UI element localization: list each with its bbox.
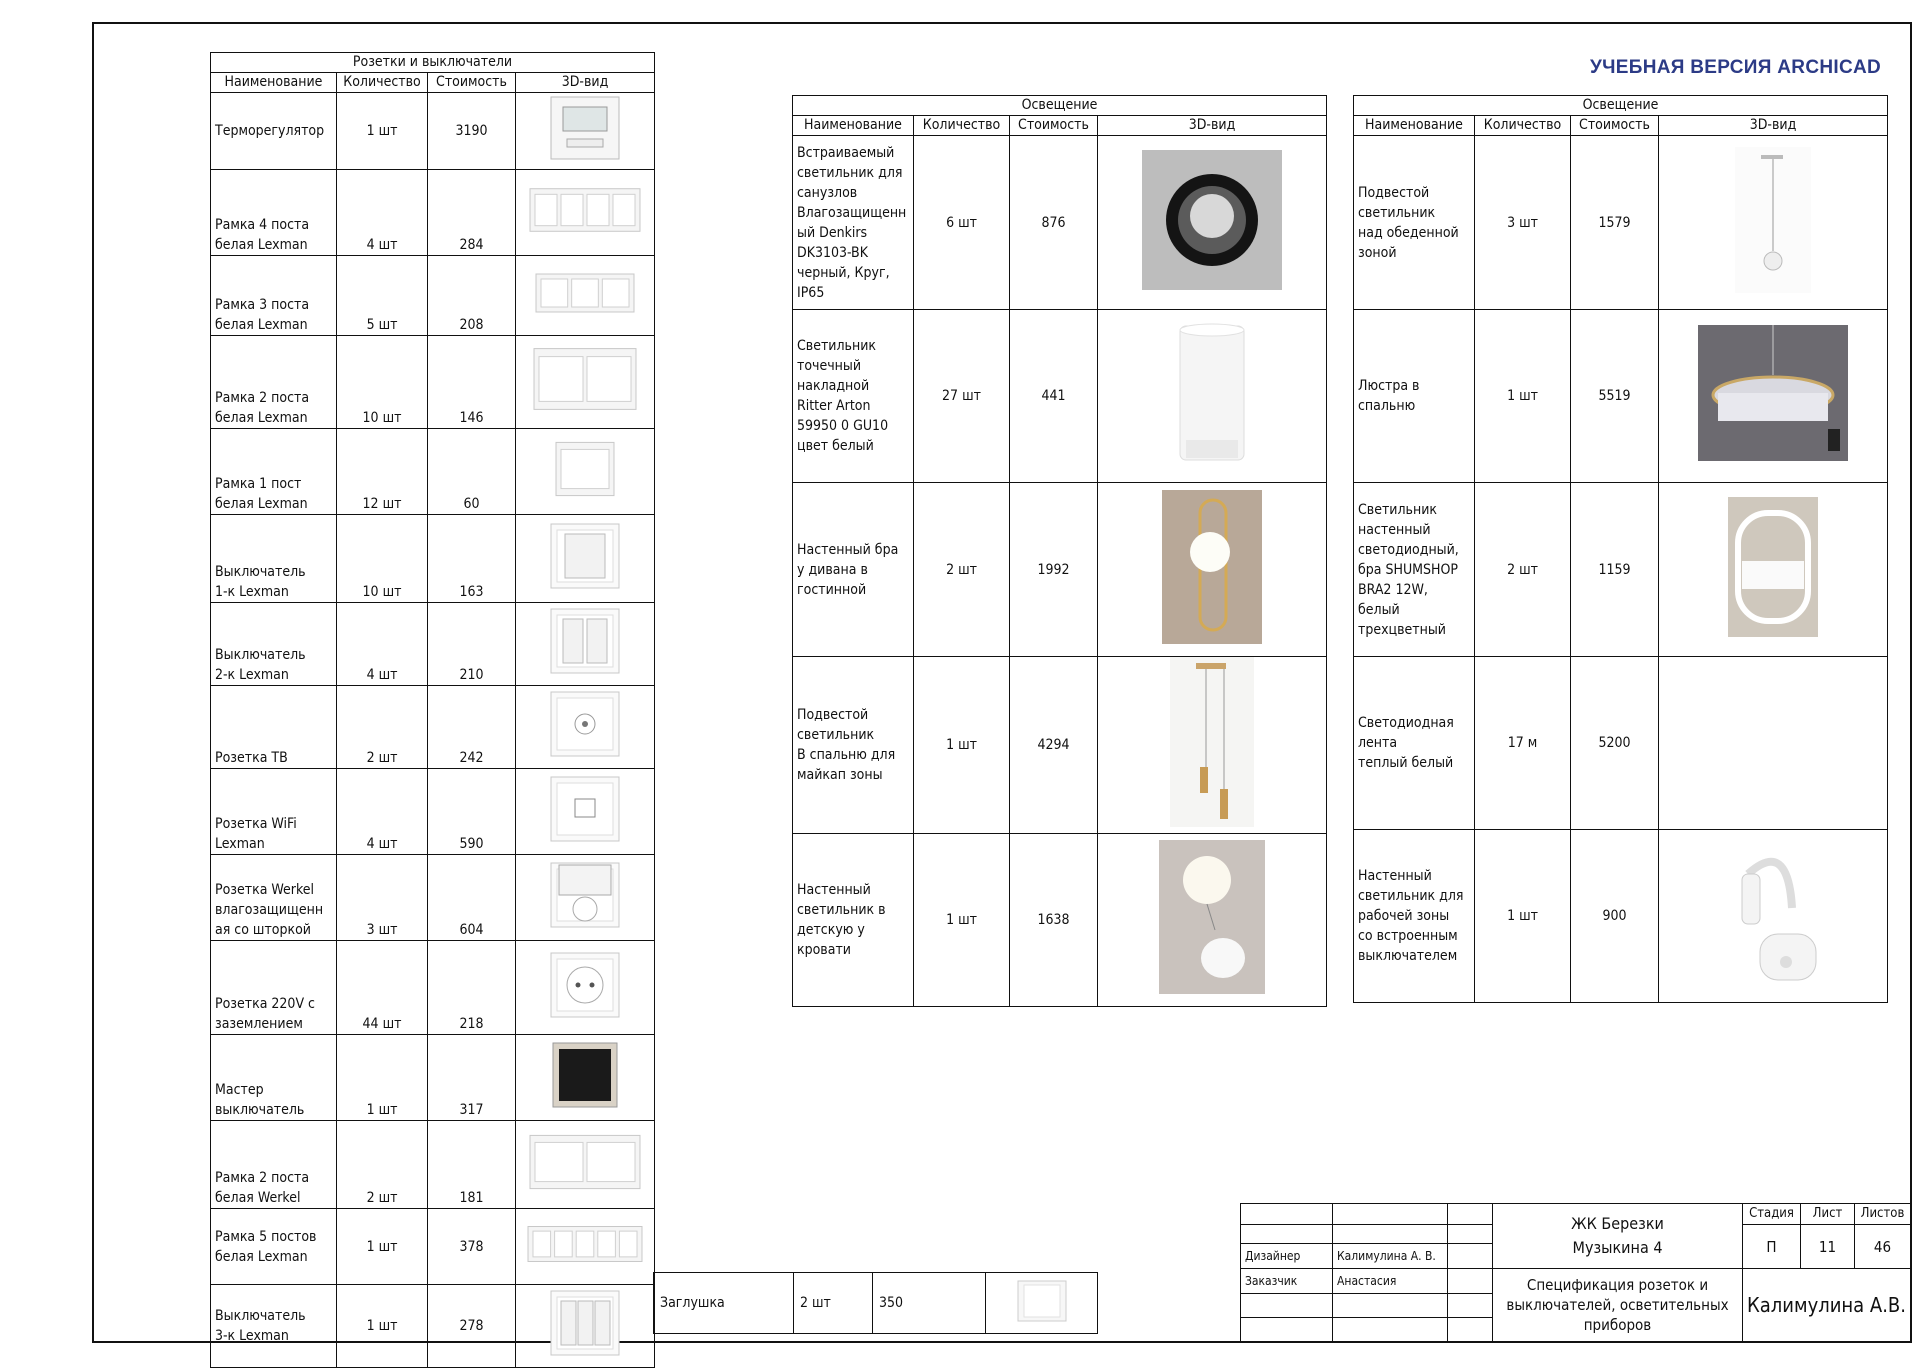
project-cell [1493, 1204, 1743, 1269]
table-row [211, 170, 655, 256]
table-row [211, 769, 655, 855]
item-cost: 208 [428, 256, 516, 336]
item-name: Мастер выключатель [211, 1035, 337, 1121]
item-name: Светодиодная лента теплый белый [1354, 657, 1475, 830]
item-qty: 27 шт [914, 310, 1010, 483]
item-3d-view [516, 1035, 655, 1121]
item-name: Рамка 2 поста белая Lexman [211, 336, 337, 429]
socket-220v-icon [520, 947, 650, 1029]
designer-name: Калимулина А. В. [1333, 1244, 1448, 1269]
table-row [211, 336, 655, 429]
wifi-socket-icon [520, 771, 650, 853]
item-qty: 1 шт [1475, 310, 1571, 483]
table-caption: Освещение [793, 96, 1327, 116]
chandelier-icon [1663, 325, 1883, 467]
item-3d-view [1098, 657, 1327, 834]
item-cost: 60 [428, 429, 516, 515]
table-row [211, 603, 655, 686]
plug-cover-icon [1012, 1313, 1072, 1329]
item-qty: 12 шт [337, 429, 428, 515]
tv-socket-icon [520, 686, 650, 768]
sheets-label: Листов [1855, 1204, 1911, 1225]
plug-cost: 350 [873, 1273, 986, 1334]
table-row [211, 1035, 655, 1121]
item-cost: 4294 [1010, 657, 1098, 834]
item-3d-view [1659, 136, 1888, 310]
table-row [793, 136, 1327, 310]
item-qty: 1 шт [1475, 830, 1571, 1003]
item-qty: 2 шт [914, 483, 1010, 657]
item-cost: 604 [428, 855, 516, 941]
item-qty: 44 шт [337, 941, 428, 1035]
item-name: Рамка 3 поста белая Lexman [211, 256, 337, 336]
table-row [1354, 136, 1888, 310]
item-cost: 590 [428, 769, 516, 855]
table-row [1354, 657, 1888, 830]
item-qty: 4 шт [337, 769, 428, 855]
header-name: Наименование [1354, 116, 1475, 136]
item-qty: 1 шт [914, 657, 1010, 834]
item-3d-view [516, 769, 655, 855]
item-cost: 163 [428, 515, 516, 603]
sheet-value: 11 [1801, 1225, 1855, 1269]
header-qty: Количество [1475, 116, 1571, 136]
table-row [1354, 830, 1888, 1003]
item-name: Розетка WiFi Lexman [211, 769, 337, 855]
item-cost: 242 [428, 686, 516, 769]
frame-2-icon [520, 339, 650, 425]
item-name: Выключатель 3-к Lexman [211, 1285, 337, 1368]
title-block [1240, 1203, 1910, 1341]
switch-1-icon [520, 518, 650, 600]
item-qty: 2 шт [337, 686, 428, 769]
item-qty: 1 шт [337, 1285, 428, 1368]
item-3d-view [516, 855, 655, 941]
item-qty: 2 шт [1475, 483, 1571, 657]
wall-sconce-icon [1102, 490, 1322, 650]
item-cost: 1159 [1571, 483, 1659, 657]
item-cost: 146 [428, 336, 516, 429]
item-name: Светильник настенный светодиодный, бра SHUMSHOP BRA2 12W, белый трехцветный [1354, 483, 1475, 657]
table-row [654, 1273, 1098, 1334]
sockets-table [210, 52, 655, 1368]
item-name: Светильник точечный накладной Ritter Arton 59950 0 GU10 цвет белый [793, 310, 914, 483]
table-row [211, 686, 655, 769]
item-cost: 3190 [428, 93, 516, 170]
table-row [211, 855, 655, 941]
plug-row-table [653, 1272, 1098, 1334]
item-qty: 3 шт [1475, 136, 1571, 310]
item-cost: 210 [428, 603, 516, 686]
frame-5-icon [520, 1221, 650, 1273]
item-qty: 10 шт [337, 336, 428, 429]
pendant-light-icon [1102, 657, 1322, 833]
item-cost: 278 [428, 1285, 516, 1368]
switch-2-icon [520, 603, 650, 685]
item-cost: 317 [428, 1035, 516, 1121]
switch-3-icon [520, 1285, 650, 1367]
table-row [211, 429, 655, 515]
waterproof-socket-icon [520, 857, 650, 939]
item-cost: 5519 [1571, 310, 1659, 483]
header-cost: Стоимость [1571, 116, 1659, 136]
frame-1-icon [520, 434, 650, 510]
table-row [211, 1121, 655, 1209]
thermostat-icon [520, 93, 650, 169]
item-cost: 284 [428, 170, 516, 256]
item-name: Люстра в спальню [1354, 310, 1475, 483]
designer-label: Дизайнер [1241, 1244, 1333, 1269]
item-qty: 4 шт [337, 603, 428, 686]
item-name: Настенный светильник в детскую у кровати [793, 834, 914, 1007]
item-qty: 2 шт [337, 1121, 428, 1209]
recessed-light-icon [1102, 150, 1322, 296]
item-qty: 6 шт [914, 136, 1010, 310]
reading-lamp-icon [1663, 838, 1883, 994]
item-name: Рамка 4 поста белая Lexman [211, 170, 337, 256]
spot-light-icon [1102, 318, 1322, 474]
item-qty: 3 шт [337, 855, 428, 941]
item-3d-view [516, 515, 655, 603]
item-qty: 1 шт [337, 1035, 428, 1121]
item-3d-view [516, 1121, 655, 1209]
table-row [211, 93, 655, 170]
stage-value: П [1743, 1225, 1801, 1269]
item-cost: 900 [1571, 830, 1659, 1003]
author-name: Калимулина А.В. [1743, 1269, 1911, 1342]
table-row [211, 941, 655, 1035]
item-3d-view [516, 941, 655, 1035]
item-cost: 876 [1010, 136, 1098, 310]
table-row [211, 256, 655, 336]
sheet-label: Лист [1801, 1204, 1855, 1225]
header-cost: Стоимость [1010, 116, 1098, 136]
item-name: Выключатель 2-к Lexman [211, 603, 337, 686]
frame-4-icon [520, 182, 650, 244]
item-3d-view [1659, 830, 1888, 1003]
sheet-description: Спецификация розеток и выключателей, осветительных приборов [1493, 1269, 1743, 1342]
item-cost: 1992 [1010, 483, 1098, 657]
lighting-table-2 [1353, 95, 1888, 1003]
item-name: Рамка 2 поста белая Werkel [211, 1121, 337, 1209]
table-row [211, 1285, 655, 1368]
item-cost: 181 [428, 1121, 516, 1209]
master-switch-icon [520, 1037, 650, 1119]
item-cost: 1638 [1010, 834, 1098, 1007]
customer-name: Анастасия [1333, 1269, 1448, 1294]
table-caption: Розетки и выключатели [211, 53, 655, 73]
table-row [211, 515, 655, 603]
header-view: 3D-вид [1659, 116, 1888, 136]
watermark: УЧЕБНАЯ ВЕРСИЯ ARCHICAD [1590, 57, 1882, 78]
table-row [793, 657, 1327, 834]
item-3d-view [1098, 483, 1327, 657]
item-3d-view [516, 429, 655, 515]
item-cost: 1579 [1571, 136, 1659, 310]
item-cost: 218 [428, 941, 516, 1035]
item-qty: 1 шт [337, 1209, 428, 1285]
item-qty: 1 шт [337, 93, 428, 170]
header-name: Наименование [793, 116, 914, 136]
lighting-table-1 [792, 95, 1327, 1007]
item-3d-view [516, 1209, 655, 1285]
item-name: Розетка ТВ [211, 686, 337, 769]
item-name: Рамка 5 постов белая Lexman [211, 1209, 337, 1285]
frame-2-werkel-icon [520, 1127, 650, 1203]
item-cost: 378 [428, 1209, 516, 1285]
item-qty: 17 м [1475, 657, 1571, 830]
item-qty: 4 шт [337, 170, 428, 256]
stage-label: Стадия [1743, 1204, 1801, 1225]
project-address: Музыкина 4 [1572, 1238, 1663, 1257]
table-row [793, 483, 1327, 657]
item-3d-view [1098, 834, 1327, 1007]
sheets-value: 46 [1855, 1225, 1911, 1269]
item-3d-view [516, 603, 655, 686]
header-view: 3D-вид [1098, 116, 1327, 136]
plug-qty: 2 шт [794, 1273, 873, 1334]
table-row [1354, 310, 1888, 483]
table-caption: Освещение [1354, 96, 1888, 116]
project-name: ЖК Березки [1571, 1214, 1664, 1233]
plug-name: Заглушка [654, 1273, 794, 1334]
item-name: Выключатель 1-к Lexman [211, 515, 337, 603]
item-name: Настенный светильник для рабочей зоны со встроенным выключателем [1354, 830, 1475, 1003]
item-cost: 441 [1010, 310, 1098, 483]
table-row [793, 834, 1327, 1007]
item-name: Встраиваемый светильник для санузлов Влагозащищенн ый Denkirs DK3103-BK черный, Круг, IP65 [793, 136, 914, 310]
dining-pendant-icon [1663, 147, 1883, 299]
item-3d-view [1098, 136, 1327, 310]
item-3d-view [516, 336, 655, 429]
item-qty: 10 шт [337, 515, 428, 603]
header-name: Наименование [211, 73, 337, 93]
item-3d-view [1659, 483, 1888, 657]
item-name: Розетка Werkel влагозащищенн ая со шторкой [211, 855, 337, 941]
item-qty: 5 шт [337, 256, 428, 336]
frame-3-icon [520, 268, 650, 324]
header-qty: Количество [337, 73, 428, 93]
item-3d-view [516, 93, 655, 170]
item-name: Подвестой светильник В спальню для майкап зоны [793, 657, 914, 834]
item-cost: 5200 [1571, 657, 1659, 830]
item-3d-view [1659, 310, 1888, 483]
customer-label: Заказчик [1241, 1269, 1333, 1294]
item-qty: 1 шт [914, 834, 1010, 1007]
header-view: 3D-вид [516, 73, 655, 93]
item-3d-view [516, 256, 655, 336]
item-3d-view [516, 686, 655, 769]
header-cost: Стоимость [428, 73, 516, 93]
led-sconce-icon [1663, 497, 1883, 643]
item-3d-view [516, 170, 655, 256]
item-name: Терморегулятор [211, 93, 337, 170]
item-name: Розетка 220V с заземлением [211, 941, 337, 1035]
item-3d-view [516, 1285, 655, 1368]
table-row [793, 310, 1327, 483]
item-3d-view [1659, 657, 1888, 830]
item-name: Рамка 1 пост белая Lexman [211, 429, 337, 515]
bear-lamp-icon [1102, 840, 1322, 1000]
header-qty: Количество [914, 116, 1010, 136]
item-3d-view [1098, 310, 1327, 483]
item-name: Подвестой светильник над обеденной зоной [1354, 136, 1475, 310]
item-name: Настенный бра у дивана в гостинной [793, 483, 914, 657]
table-row [1354, 483, 1888, 657]
table-row [211, 1209, 655, 1285]
